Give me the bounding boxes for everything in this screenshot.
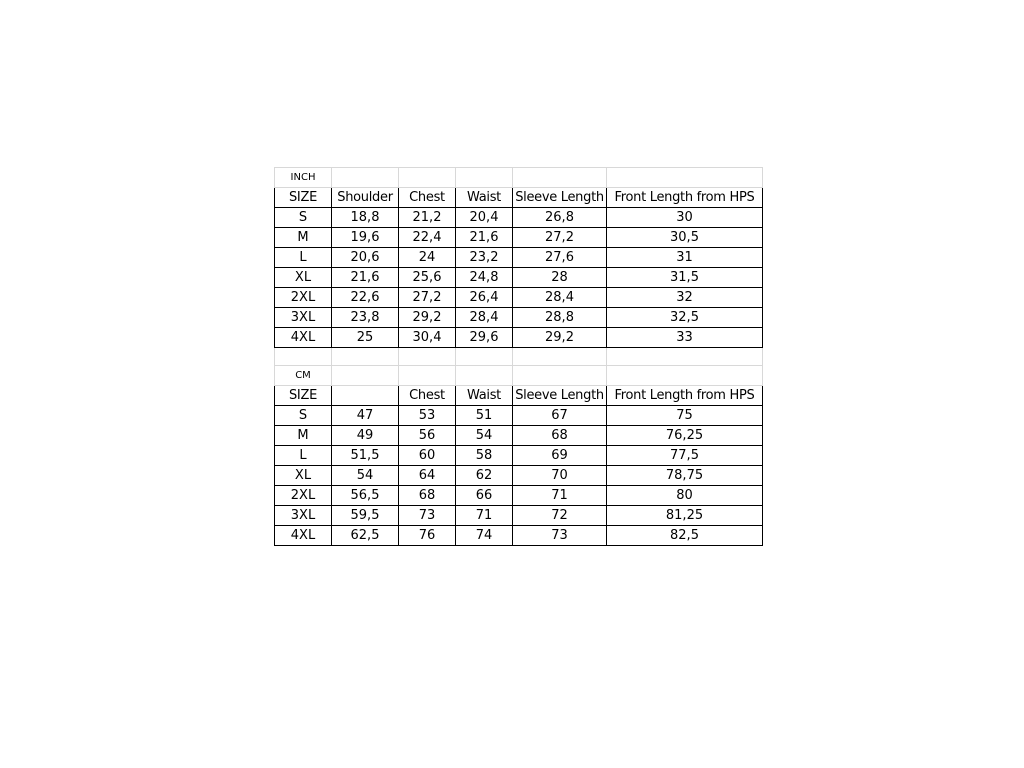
- inch-header-row: [275, 188, 763, 208]
- table-cell: 51,5: [332, 446, 399, 466]
- table-cell: 28,4: [513, 288, 607, 308]
- table-row: [275, 426, 763, 446]
- table-cell: 54: [456, 426, 513, 446]
- table-cell: 29,2: [513, 328, 607, 348]
- table-cell: 72: [513, 506, 607, 526]
- table-cell: 67: [513, 406, 607, 426]
- table-row: [275, 406, 763, 426]
- table-cell: 21,2: [399, 208, 456, 228]
- inch-header-size: SIZE: [275, 188, 332, 208]
- table-cell: 4XL: [275, 526, 332, 546]
- table-cell: 51: [456, 406, 513, 426]
- table-cell: 3XL: [275, 506, 332, 526]
- table-cell: 28,4: [456, 308, 513, 328]
- table-row: [275, 328, 763, 348]
- table-cell: 49: [332, 426, 399, 446]
- table-cell: S: [275, 406, 332, 426]
- table-row: [275, 288, 763, 308]
- cm-label-row: [275, 366, 763, 386]
- table-cell: 69: [513, 446, 607, 466]
- table-cell: 25,6: [399, 268, 456, 288]
- table-cell: M: [275, 228, 332, 248]
- inch-header-shoulder: Shoulder: [332, 188, 399, 208]
- inch-section-label: INCH: [275, 168, 332, 188]
- inch-label-row: [275, 168, 763, 188]
- table-cell: 64: [399, 466, 456, 486]
- table-cell: 31,5: [607, 268, 763, 288]
- cm-section-label: CM: [275, 366, 332, 386]
- cm-header-front-length: Front Length from HPS: [607, 386, 763, 406]
- table-cell: 70: [513, 466, 607, 486]
- table-row: [275, 308, 763, 328]
- table-cell: 27,2: [399, 288, 456, 308]
- table-cell: 58: [456, 446, 513, 466]
- table-cell: 3XL: [275, 308, 332, 328]
- table-cell: S: [275, 208, 332, 228]
- table-cell: 32: [607, 288, 763, 308]
- table-cell: 29,2: [399, 308, 456, 328]
- table-cell: 81,25: [607, 506, 763, 526]
- table-cell: 76: [399, 526, 456, 546]
- table-cell: XL: [275, 268, 332, 288]
- table-cell: 71: [513, 486, 607, 506]
- inch-header-waist: Waist: [456, 188, 513, 208]
- table-cell: 22,4: [399, 228, 456, 248]
- table-cell: 30,5: [607, 228, 763, 248]
- table-row: [275, 228, 763, 248]
- table-cell: 27,6: [513, 248, 607, 268]
- table-cell: 76,25: [607, 426, 763, 446]
- table-cell: 59,5: [332, 506, 399, 526]
- table-cell: 20,6: [332, 248, 399, 268]
- table-row: [275, 526, 763, 546]
- table-cell: 73: [399, 506, 456, 526]
- table-cell: 56: [399, 426, 456, 446]
- table-cell: 68: [513, 426, 607, 446]
- table-cell: 73: [513, 526, 607, 546]
- table-cell: 62,5: [332, 526, 399, 546]
- inch-header-chest: Chest: [399, 188, 456, 208]
- table-cell: 75: [607, 406, 763, 426]
- table-row: [275, 466, 763, 486]
- spacer-row: [275, 348, 763, 366]
- table-cell: 31: [607, 248, 763, 268]
- table-cell: 29,6: [456, 328, 513, 348]
- table-cell: 4XL: [275, 328, 332, 348]
- table-row: [275, 486, 763, 506]
- table-row: [275, 248, 763, 268]
- table-row: [275, 446, 763, 466]
- table-cell: M: [275, 426, 332, 446]
- size-chart-sheet: [274, 167, 763, 546]
- table-cell: 66: [456, 486, 513, 506]
- table-cell: 27,2: [513, 228, 607, 248]
- table-cell: 80: [607, 486, 763, 506]
- table-cell: 24: [399, 248, 456, 268]
- cm-header-size: SIZE: [275, 386, 332, 406]
- cm-header-row: [275, 386, 763, 406]
- table-cell: 78,75: [607, 466, 763, 486]
- cm-header-chest: Chest: [399, 386, 456, 406]
- table-cell: 77,5: [607, 446, 763, 466]
- table-cell: 60: [399, 446, 456, 466]
- table-cell: 71: [456, 506, 513, 526]
- cm-header-shoulder: [332, 386, 399, 406]
- table-cell: 23,8: [332, 308, 399, 328]
- table-cell: 47: [332, 406, 399, 426]
- table-cell: 20,4: [456, 208, 513, 228]
- table-cell: L: [275, 248, 332, 268]
- table-cell: 18,8: [332, 208, 399, 228]
- table-cell: 28: [513, 268, 607, 288]
- inch-header-front-length: Front Length from HPS: [607, 188, 763, 208]
- table-cell: 32,5: [607, 308, 763, 328]
- table-cell: 2XL: [275, 288, 332, 308]
- table-cell: 26,8: [513, 208, 607, 228]
- table-row: [275, 268, 763, 288]
- table-cell: XL: [275, 466, 332, 486]
- table-cell: 26,4: [456, 288, 513, 308]
- table-cell: 25: [332, 328, 399, 348]
- table-cell: 56,5: [332, 486, 399, 506]
- table-cell: 24,8: [456, 268, 513, 288]
- inch-header-sleeve-length: Sleeve Length: [513, 188, 607, 208]
- table-cell: 21,6: [456, 228, 513, 248]
- table-cell: 22,6: [332, 288, 399, 308]
- table-cell: 23,2: [456, 248, 513, 268]
- table-cell: 82,5: [607, 526, 763, 546]
- size-chart-table: [274, 167, 763, 546]
- table-cell: 74: [456, 526, 513, 546]
- table-cell: 33: [607, 328, 763, 348]
- table-cell: 30,4: [399, 328, 456, 348]
- table-cell: L: [275, 446, 332, 466]
- table-cell: 30: [607, 208, 763, 228]
- table-cell: 28,8: [513, 308, 607, 328]
- table-cell: 53: [399, 406, 456, 426]
- cm-header-waist: Waist: [456, 386, 513, 406]
- table-cell: 2XL: [275, 486, 332, 506]
- table-cell: 21,6: [332, 268, 399, 288]
- table-row: [275, 506, 763, 526]
- table-cell: 68: [399, 486, 456, 506]
- table-row: [275, 208, 763, 228]
- table-cell: 19,6: [332, 228, 399, 248]
- cm-header-sleeve-length: Sleeve Length: [513, 386, 607, 406]
- table-cell: 62: [456, 466, 513, 486]
- table-cell: 54: [332, 466, 399, 486]
